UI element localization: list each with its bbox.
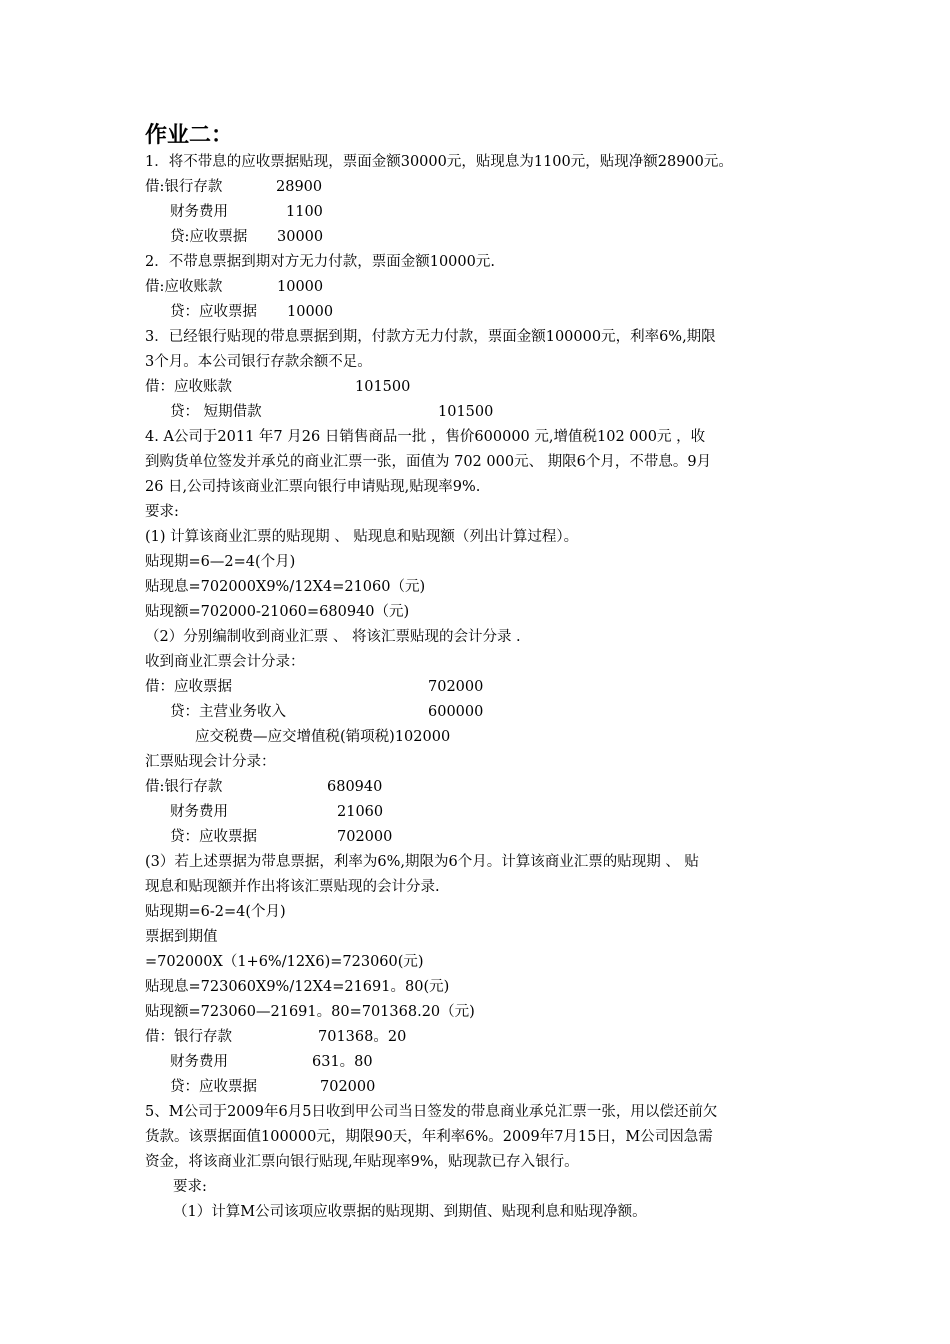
q4-part1-calc1: 贴现期=6—2=4(个月) — [145, 554, 296, 570]
q4-part2-subtitle1: 收到商业汇票会计分录： — [145, 654, 305, 670]
q5-part1-text: （1）计算M公司该项应收票据的贴现期、到期值、贴现利息和贴现净额。 — [173, 1204, 647, 1220]
q4-text-line3: 26 日,公司持该商业汇票向银行申请贴现,贴现率9%. — [145, 479, 481, 495]
q4-part2-text: （2）分别编制收到商业汇票 、 将该汇票贴现的会计分录 . — [145, 629, 521, 645]
q3-entry-debit-account: 借：应收账款 — [145, 379, 232, 395]
q4-part3-calc2: 票据到期值 — [145, 929, 218, 945]
q4-part2-entry2-amount: 600000 — [428, 704, 484, 720]
q4-part2-entry5-amount: 21060 — [337, 804, 384, 820]
q5-text-line1: 5、M公司于2009年6月5日收到甲公司当日签发的带息商业承兑汇票一张，用以偿还前欠 — [145, 1104, 718, 1120]
q4-part1-text: (1) 计算该商业汇票的贴现期 、 贴现息和贴现额（列出计算过程）。 — [145, 529, 579, 545]
q4-part2-entry5-account: 财务费用 — [170, 804, 228, 820]
q4-part3-entry3-amount: 702000 — [320, 1079, 376, 1095]
q3-text-line1: 3．已经银行贴现的带息票据到期，付款方无力付款，票面金额100000元，利率6%,期限 — [145, 329, 716, 345]
q3-text-line2: 3个月。本公司银行存款余额不足。 — [145, 354, 372, 370]
q4-part2-entry1-amount: 702000 — [428, 679, 484, 695]
q2-entry-credit-amount: 10000 — [287, 304, 334, 320]
q3-entry-credit-account: 贷： 短期借款 — [170, 404, 262, 420]
q1-entry-debit2-amount: 1100 — [286, 204, 323, 220]
q4-part3-entry2-account: 财务费用 — [170, 1054, 228, 1070]
q4-part2-entry6-amount: 702000 — [337, 829, 393, 845]
q4-part3-entry2-amount: 631。80 — [312, 1054, 373, 1070]
q2-text: 2．不带息票据到期对方无力付款，票面金额10000元. — [145, 254, 495, 270]
q4-part3-calc5: 贴现额=723060—21691。80=701368.20（元) — [145, 1004, 475, 1020]
q1-entry-credit-account: 贷:应收票据 — [170, 229, 248, 245]
q4-part1-calc2: 贴现息=702000X9%/12X4=21060（元) — [145, 579, 426, 595]
q5-requirement-label: 要求: — [173, 1179, 207, 1195]
q4-part3-entry1-amount: 701368。20 — [318, 1029, 407, 1045]
q1-entry-debit-amount: 28900 — [276, 179, 323, 195]
q3-entry-debit-amount: 101500 — [355, 379, 411, 395]
q1-entry-debit2-account: 财务费用 — [170, 204, 228, 220]
q4-part2-entry4-account: 借:银行存款 — [145, 779, 223, 795]
q4-part2-entry1-account: 借：应收票据 — [145, 679, 232, 695]
q5-text-line2: 货款。该票据面值100000元，期限90天，年利率6%。2009年7月15日，M公司因急需 — [145, 1129, 713, 1145]
q4-part3-entry3-account: 贷：应收票据 — [170, 1079, 257, 1095]
q4-part3-entry1-account: 借：银行存款 — [145, 1029, 232, 1045]
q1-entry-debit-account: 借:银行存款 — [145, 179, 223, 195]
q5-text-line3: 资金，将该商业汇票向银行贴现,年贴现率9%，贴现款已存入银行。 — [145, 1154, 579, 1170]
q4-requirement-label: 要求: — [145, 504, 179, 520]
q2-entry-credit-account: 贷：应收票据 — [170, 304, 257, 320]
q1-entry-credit-amount: 30000 — [277, 229, 324, 245]
q4-part2-entry6-account: 贷：应收票据 — [170, 829, 257, 845]
document-title: 作业二： — [145, 123, 234, 148]
q4-part2-entry3-account: 应交税费—应交增值税(销项税)102000 — [195, 729, 451, 745]
q4-part3-calc3: =702000X（1+6%/12X6)=723060(元) — [145, 954, 424, 970]
q4-part2-entry2-account: 贷：主营业务收入 — [170, 704, 286, 720]
q4-part2-entry4-amount: 680940 — [327, 779, 383, 795]
q4-part2-subtitle2: 汇票贴现会计分录： — [145, 754, 276, 770]
q4-part3-calc1: 贴现期=6-2=4(个月) — [145, 904, 286, 920]
q3-entry-credit-amount: 101500 — [438, 404, 494, 420]
q4-part3-calc4: 贴现息=723060X9%/12X4=21691。80(元) — [145, 979, 450, 995]
q4-part3-text-line1: (3）若上述票据为带息票据，利率为6%,期限为6个月。计算该商业汇票的贴现期 、 贴 — [145, 854, 699, 870]
q1-text: 1．将不带息的应收票据贴现，票面金额30000元，贴现息为1100元，贴现净额28900元。 — [145, 154, 733, 170]
q4-part1-calc3: 贴现额=702000-21060=680940（元) — [145, 604, 410, 620]
q2-entry-debit-amount: 10000 — [277, 279, 324, 295]
q2-entry-debit-account: 借:应收账款 — [145, 279, 223, 295]
q4-part3-text-line2: 现息和贴现额并作出将该汇票贴现的会计分录. — [145, 879, 440, 895]
q4-text-line1: 4. A公司于2011 年7 月26 日销售商品一批 ，售价600000 元,增值税102 000元 ，收 — [145, 429, 706, 445]
q4-text-line2: 到购货单位签发并承兑的商业汇票一张，面值为 702 000元、 期限6个月，不带息。9月 — [145, 454, 712, 470]
